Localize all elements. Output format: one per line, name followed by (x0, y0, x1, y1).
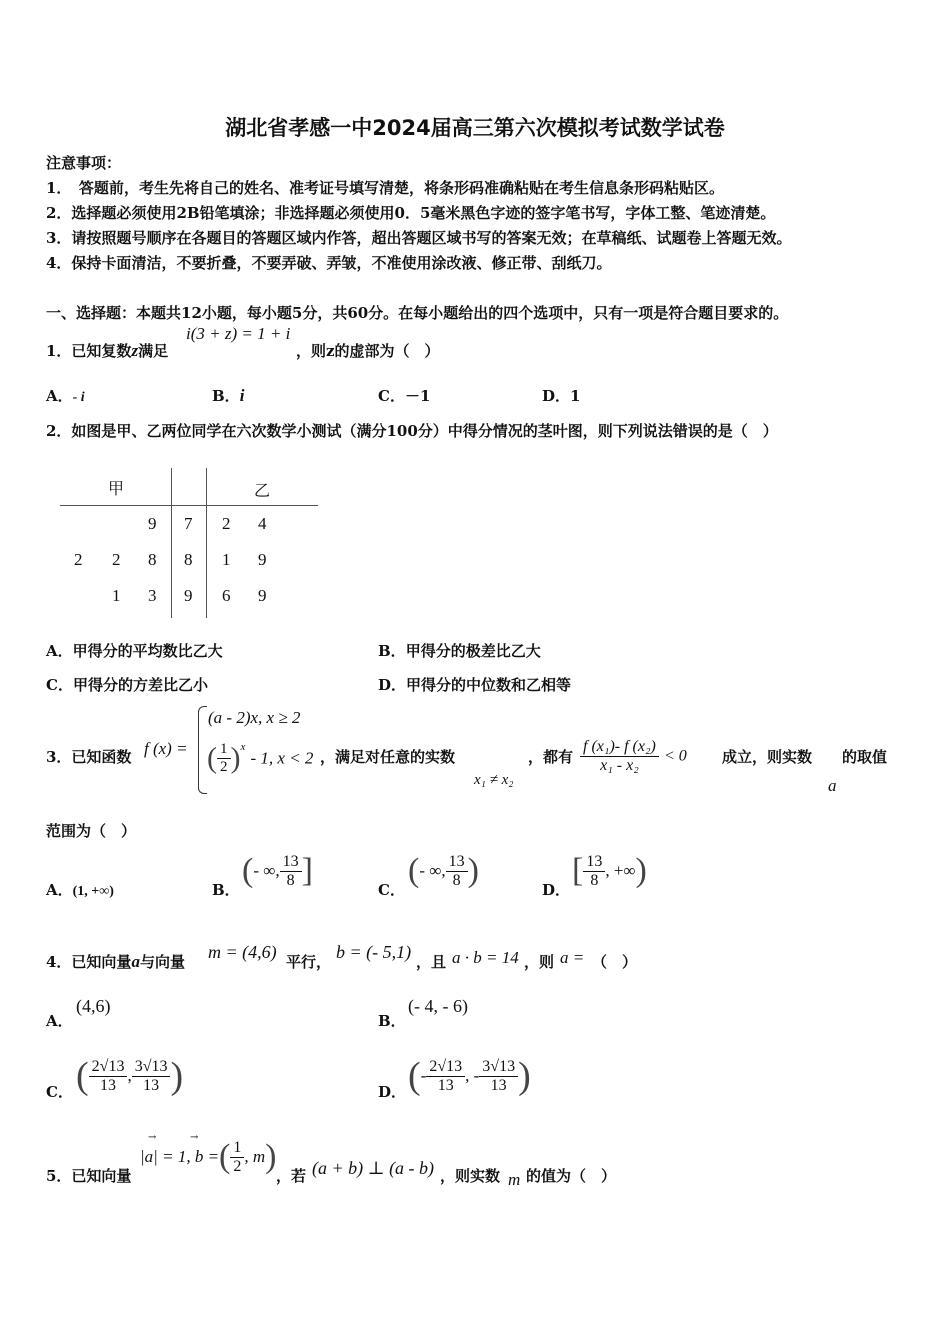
stem: 9 (184, 586, 193, 605)
option-label: C． (378, 881, 405, 899)
q3-cond: x₁ ≠ x₂ (474, 772, 514, 788)
q5-b-rest: , m (244, 1147, 266, 1166)
leaf-left: 8 (148, 550, 157, 569)
q4-option-a[interactable] (46, 1010, 73, 1031)
frac-num: 3√13 (482, 1057, 516, 1075)
q1-option-d[interactable] (542, 385, 580, 406)
q3-option-c[interactable] (378, 879, 405, 900)
leaf-left: 3 (148, 586, 157, 605)
q1-suffix: ，则z的虚部为（ ） (296, 342, 440, 360)
option-label: A． (46, 1012, 73, 1030)
vector-arrow-icon: → (190, 1132, 199, 1143)
q4-prefix: 4．已知向量 (46, 953, 132, 971)
q3-fx: f (x) = (144, 739, 188, 758)
option-label: D． (542, 881, 571, 899)
frac-num: 13 (282, 852, 299, 870)
q5-mid1: ，若 (276, 1167, 307, 1185)
case2-rest: - 1, x < 2 (250, 748, 314, 768)
q2-option-d[interactable] (378, 674, 571, 695)
q5-mid2: ，则实数 (440, 1167, 501, 1185)
q3-option-d-expr: [ $\frac{13}{8}$ , +∞) (572, 852, 647, 889)
frac-den: 2 (230, 1157, 244, 1176)
option-label: C． (46, 1083, 73, 1101)
option-value: 甲得分的平均数比乙大 (72, 642, 223, 660)
option-label: C． (378, 387, 405, 405)
option-value: －1 (404, 387, 431, 405)
q4-mid4: ，则 (524, 953, 555, 971)
frac-den: 8 (583, 871, 605, 890)
leaf-right: 9 (258, 586, 267, 605)
option-label: D． (378, 676, 407, 694)
notice-heading: 注意事项： (46, 154, 122, 172)
q3-mid1: ，满足对任意的实数 (320, 748, 456, 766)
q4-ask: a = (560, 948, 585, 967)
stem-leaf-plot (60, 468, 322, 620)
q3-option-c-expr: (- ∞, $\frac{13}{8}$ ) (408, 852, 479, 889)
frac-num: 2√13 (429, 1057, 463, 1075)
q4-option-b-value: (- 4, - 6) (408, 996, 468, 1016)
option-value: i (239, 386, 245, 405)
inequality-rhs: < 0 (663, 747, 687, 765)
frac-num: 13 (448, 852, 465, 870)
q5-a-abs: |a| = 1, b = (140, 1147, 220, 1166)
option-value: - ∞, (419, 861, 446, 880)
option-value: - ∞, (253, 861, 280, 880)
option-label: B． (212, 387, 240, 405)
q4-option-b[interactable] (378, 1010, 406, 1031)
option-value: 甲得分的极差比乙大 (405, 642, 541, 660)
q4-option-c-expr: ( $\frac{2√13}{13}$ , $\frac{3√13}{13}$ ) (76, 1055, 184, 1097)
q1-mid: 满足 (138, 342, 169, 360)
q3-inequality (580, 738, 687, 775)
q4-option-d-expr: (- $\frac{2√13}{13}$ , - $\frac{3√13}{13}$ ) (408, 1055, 531, 1097)
leaf-left: 2 (112, 550, 121, 569)
q2-option-b[interactable] (378, 640, 541, 661)
option-label: C． (46, 676, 73, 694)
option-label: B． (212, 881, 240, 899)
q2-option-c[interactable] (46, 674, 208, 695)
frac-den: 13 (426, 1076, 465, 1095)
q1-prefix: 1．已知复数 (46, 342, 132, 360)
frac-den: 13 (479, 1076, 518, 1095)
q1-equation: i(3 + z) = 1 + i (186, 324, 291, 343)
q3-line2: 范围为（ ） (46, 822, 137, 840)
option-value: 甲得分的中位数和乙相等 (406, 676, 572, 694)
option-value: 1 (570, 387, 581, 405)
q3-option-b-expr: (- ∞, $\frac{13}{8}$ ] (242, 852, 313, 889)
q4-mid3: ，且 (416, 953, 447, 971)
q1-stem (46, 340, 168, 361)
page-title: 湖北省孝感一中2024届高三第六次模拟考试数学试卷 (225, 116, 725, 140)
q4-option-a-value: (4,6) (76, 996, 111, 1016)
frac-num: f (x₁)- f (x₂) (583, 738, 656, 755)
section-heading: 一、选择题：本题共12小题，每小题5分，共60分。在每小题给出的四个选项中，只有一项是符合题目要求的。 (46, 304, 789, 322)
q3-case2: ( $\frac{1}{2}$ )$^x$ - 1, x < 2 (207, 741, 314, 775)
piecewise-brace (198, 706, 207, 794)
notice-item: 1． 答题前，考生先将自己的姓名、准考证号填写清楚，将条形码准确粘贴在考生信息条形码粘贴区。 (46, 179, 724, 197)
leaf-right: 6 (222, 586, 231, 605)
frac-num: 2√13 (91, 1057, 125, 1075)
q1-option-a[interactable] (46, 385, 85, 406)
option-value: - i (72, 390, 85, 405)
frac-den: 8 (280, 871, 302, 890)
frac-den: x₁ - x₂ (580, 756, 659, 775)
leaf-right: 1 (222, 550, 231, 569)
separator: , - (465, 1066, 480, 1085)
leaf-right: 4 (258, 514, 267, 533)
q4-option-d[interactable] (378, 1081, 406, 1102)
option-label: B． (378, 1012, 406, 1030)
plot-header-line (60, 505, 318, 506)
q4-var-a: a (131, 952, 140, 971)
q1-var-z: z (131, 341, 139, 360)
frac-den: 8 (446, 871, 468, 890)
stem: 7 (184, 514, 193, 533)
sign: - (420, 1066, 427, 1085)
option-value: , +∞ (605, 861, 636, 880)
q5-perp: (a + b) ⊥ (a - b) (312, 1158, 435, 1178)
right-header: 乙 (254, 481, 271, 500)
plot-divider-left (171, 468, 172, 618)
exponent: x (240, 741, 246, 753)
stem: 8 (184, 550, 193, 569)
q2-stem: 2．如图是甲、乙两位同学在六次数学小测试（满分100分）中得分情况的茎叶图，则下列说法错误的是（ ） (46, 422, 778, 440)
notice-item: 2．选择题必须使用2B铅笔填涂；非选择题必须使用0．5毫米黑色字迹的签字笔书写，字体工整、笔迹清楚。 (46, 204, 776, 222)
q4-b-eq: b = (- 5,1) (336, 942, 412, 962)
option-value: 甲得分的方差比乙小 (72, 676, 208, 694)
q3-prefix: 3．已知函数 (46, 748, 132, 766)
q4-suffix: （ ） (592, 953, 638, 971)
frac-num: 1 (220, 741, 228, 757)
q3-var-a: a (828, 776, 837, 795)
q3-case1: (a - 2)x, x ≥ 2 (208, 708, 301, 727)
q4-stem (46, 951, 185, 972)
q1-option-c[interactable] (378, 385, 430, 406)
option-label: B． (378, 642, 406, 660)
frac-num: 1 (233, 1138, 242, 1156)
left-header: 甲 (108, 479, 125, 498)
q5-suffix: 的值为（ ） (526, 1167, 617, 1185)
leaf-left: 9 (148, 514, 157, 533)
option-label: A． (46, 642, 73, 660)
option-label: D． (378, 1083, 407, 1101)
q2-option-a[interactable] (46, 640, 223, 661)
q3-option-a[interactable] (46, 879, 114, 900)
option-label: D． (542, 387, 571, 405)
frac-den: 13 (89, 1076, 128, 1095)
leaf-right: 2 (222, 514, 231, 533)
q4-dot: a · b = 14 (452, 948, 519, 967)
option-value: (1, +∞) (72, 884, 114, 899)
q3-option-d[interactable] (542, 879, 570, 900)
q3-mid3: 成立，则实数 (722, 748, 813, 766)
frac-den: 13 (132, 1076, 171, 1095)
option-label: A． (46, 881, 73, 899)
option-label: A． (46, 387, 73, 405)
q5-vectors: |a| = 1, b =( $\frac{1}{2}$ , m) (140, 1138, 277, 1175)
q4-m-eq: m = (4,6) (208, 942, 277, 962)
q4-mid2: 平行， (286, 953, 332, 971)
notice-item: 3．请按照题号顺序在各题目的答题区域内作答，超出答题区域书写的答案无效；在草稿纸、试题卷上答题无效。 (46, 229, 792, 247)
leaf-left: 2 (74, 550, 83, 569)
q1-option-b[interactable] (212, 385, 244, 406)
separator: , (127, 1066, 132, 1085)
q3-mid4: 的取值 (842, 748, 888, 766)
frac-den: 2 (217, 758, 231, 776)
q3-mid2: ，都有 (528, 748, 574, 766)
notice-item: 4．保持卡面清洁，不要折叠，不要弄破、弄皱，不准使用涂改液、修正带、刮纸刀。 (46, 254, 612, 272)
vector-arrow-icon: → (148, 1132, 157, 1143)
q5-var-m: m (508, 1170, 521, 1189)
frac-num: 3√13 (134, 1057, 168, 1075)
frac-num: 13 (586, 852, 603, 870)
q4-option-c[interactable] (46, 1081, 73, 1102)
q3-option-b[interactable] (212, 879, 240, 900)
plot-divider-right (206, 468, 207, 618)
leaf-left: 1 (112, 586, 121, 605)
q4-mid1: 与向量 (139, 953, 185, 971)
q5-prefix: 5．已知向量 (46, 1167, 132, 1185)
leaf-right: 9 (258, 550, 267, 569)
